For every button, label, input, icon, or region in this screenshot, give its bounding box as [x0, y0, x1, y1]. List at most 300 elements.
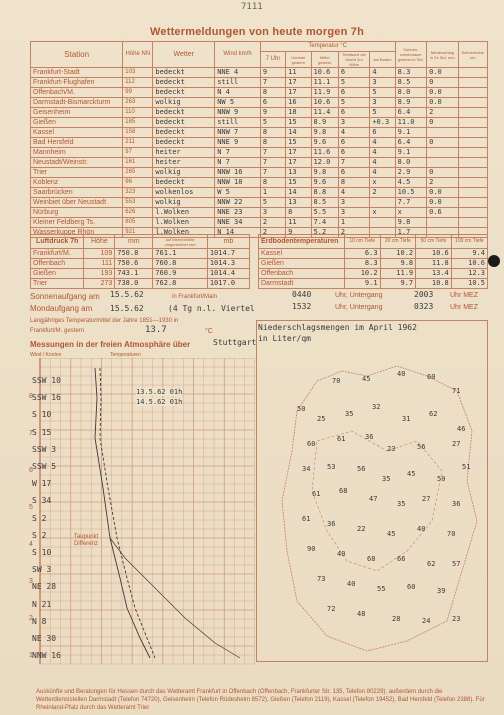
- cell-hoehe: 110: [123, 108, 153, 118]
- cell-t7: 2: [260, 218, 285, 228]
- cell-hoehe: 96: [123, 178, 153, 188]
- cell-t7: 1: [260, 188, 285, 198]
- cell-sonne: 9.8: [395, 218, 426, 228]
- cell-nied: 0.0: [427, 88, 458, 98]
- cell-hoehe: 158: [123, 128, 153, 138]
- cell-t7: 9: [260, 68, 285, 78]
- cell-wind: W 5: [215, 188, 261, 198]
- cell-c20: 11.9: [380, 269, 416, 279]
- cell-mm: 738.0: [115, 279, 153, 289]
- taupunkt-label: Taupunkt Differenz: [73, 534, 99, 547]
- cell-tief: 6: [338, 68, 369, 78]
- wind-reading: NE 30: [32, 634, 57, 643]
- cell-t7: 8: [260, 178, 285, 188]
- cell-hoch: 17: [286, 88, 311, 98]
- precip-value: 56: [417, 443, 426, 451]
- cell-hoch: 9: [286, 228, 311, 238]
- cell-boden: 4: [370, 168, 395, 178]
- col-tiefst: Tiefstwert der Nacht 2m Höhe: [338, 52, 369, 68]
- cell-wind: NNE 23: [215, 208, 261, 218]
- cell-schnee: [458, 98, 488, 108]
- cell-mittel: 9.8: [311, 168, 338, 178]
- cell-hoehe: 185: [123, 118, 153, 128]
- cell-hoehe: 99: [123, 88, 153, 98]
- cell-tief: 6: [338, 88, 369, 98]
- cell-nied: 2: [427, 108, 458, 118]
- cell-boden: x: [370, 178, 395, 188]
- cell-nied: 0.6: [427, 208, 458, 218]
- cell-c100: 12.3: [451, 269, 487, 279]
- cell-t7: 3: [260, 208, 285, 218]
- mez-label-1: Uhr MEZ: [450, 292, 478, 299]
- cell-station: Gießen: [31, 118, 123, 128]
- cell-c50: 13.4: [416, 269, 452, 279]
- cell-wind: NNW 18: [215, 178, 261, 188]
- cell-boden: 3: [370, 78, 395, 88]
- sunrise-label: Sonnenaufgang am: [30, 292, 100, 301]
- wind-reading: NNW 16: [32, 651, 61, 661]
- cell-sonne: 11.0: [395, 118, 426, 128]
- cell-hoehe: 265: [123, 168, 153, 178]
- height-label: 1: [29, 652, 33, 659]
- cell-station: Weinbiet über Neustadt: [31, 198, 123, 208]
- cell-mm: 750.6: [115, 259, 153, 269]
- wind-reading: SW 3: [32, 565, 52, 575]
- cell-tief: 8: [338, 178, 369, 188]
- cell-mb: 1014.4: [207, 269, 249, 279]
- precip-value: 40: [417, 525, 426, 533]
- cell-hoch: 17: [286, 148, 311, 158]
- col-s10: 10 cm Tiefe: [344, 235, 380, 249]
- cell-wetter: bedeckt: [153, 128, 215, 138]
- cell-hoehe: 103: [123, 68, 153, 78]
- cell-mittel: 8.5: [311, 198, 338, 208]
- station-row: [31, 138, 488, 148]
- cell-boden: 6: [370, 128, 395, 138]
- moonrise-date: 15.5.62: [110, 304, 144, 313]
- cell-hoch: 17: [286, 78, 311, 88]
- cell-tief: 6: [338, 168, 369, 178]
- cell-hoehe: 921: [123, 228, 153, 238]
- cell-schnee: [458, 138, 488, 148]
- height-label: 2: [29, 615, 33, 622]
- wind-reading: W 17: [32, 479, 52, 489]
- cell-tief: 3: [338, 118, 369, 128]
- cell-sonne: 10.5: [395, 188, 426, 198]
- height-label: 8: [29, 393, 33, 400]
- precip-value: 22: [357, 525, 366, 533]
- pressure-row: [31, 269, 250, 279]
- longterm-place: Frankfurt/M. gestern: [30, 328, 85, 334]
- cell-hoehe: 323: [123, 188, 153, 198]
- col-p-mm: mm: [115, 235, 153, 249]
- aerology-chart: [15, 358, 255, 670]
- precip-value: 45: [407, 470, 416, 478]
- aerology-wind-label: Wind / Knoten: [30, 352, 62, 358]
- cell-sonne: 6.4: [395, 108, 426, 118]
- cell-tief: 5: [338, 98, 369, 108]
- cell-boden: 4: [370, 68, 395, 78]
- cell-wetter: l.Wolken: [153, 208, 215, 218]
- col-erdboden: Erdbodentemperaturen: [259, 235, 345, 249]
- precip-value: 66: [397, 555, 406, 563]
- aerology-temp-label: Temperaturen: [110, 352, 141, 358]
- cell-sonne: x: [395, 208, 426, 218]
- col-s50: 50 cm Tiefe: [416, 235, 452, 249]
- col-station: Station: [31, 42, 123, 68]
- cell-schnee: [458, 148, 488, 158]
- col-p-nn: auf Meereshöhe umgerechnet mm: [153, 235, 208, 249]
- wind-reading: S 15: [32, 427, 52, 437]
- precip-value: 55: [377, 585, 386, 593]
- cell-station: Saarbrücken: [31, 188, 123, 198]
- cell-station: Geisenheim: [31, 108, 123, 118]
- sunset-time: 2003: [414, 290, 434, 299]
- cell-t7: 8: [260, 88, 285, 98]
- wind-reading: SSW 10: [32, 376, 61, 385]
- cell-mb: 1014.3: [207, 259, 249, 269]
- cell-t7: 8: [260, 138, 285, 148]
- col-hoechste: höchste gestern: [286, 52, 311, 68]
- wind-reading: SSW 16: [32, 393, 61, 403]
- precip-value: 27: [452, 440, 461, 448]
- precip-value: 40: [397, 370, 406, 378]
- cell-wind: N 4: [215, 88, 261, 98]
- cell-station: Bad Hersfeld: [31, 138, 123, 148]
- height-label: 7: [29, 430, 33, 437]
- cell-wetter: wolkig: [153, 98, 215, 108]
- cell-wetter: bedeckt: [153, 108, 215, 118]
- cell-mittel: 12.0: [311, 158, 338, 168]
- col-hoehe: Höhe NN: [123, 42, 153, 68]
- pressure-table: [30, 234, 250, 289]
- soil-temperature-table: [258, 234, 488, 289]
- cell-station: Frankfurt-Flughafen: [31, 78, 123, 88]
- cell-nied: 0.0: [427, 188, 458, 198]
- cell-wetter: heiter: [153, 148, 215, 158]
- station-row: [31, 198, 488, 208]
- cell-hoehe: 805: [123, 218, 153, 228]
- cell-station: Kassel: [31, 128, 123, 138]
- precip-value: 50: [297, 405, 306, 413]
- cell-ort: Gießen: [259, 259, 345, 269]
- cell-wind: still: [215, 78, 261, 88]
- precip-value: 48: [357, 610, 366, 618]
- cell-sonne: 8.9: [395, 98, 426, 108]
- cell-t7: 6: [260, 98, 285, 108]
- cell-schnee: [458, 68, 488, 78]
- cell-c20: 9.7: [380, 279, 416, 289]
- aerology-title: Messungen in der freien Atmosphäre über: [30, 340, 191, 349]
- cell-schnee: [458, 108, 488, 118]
- precip-value: 28: [392, 615, 401, 623]
- cell-boden: 3: [370, 98, 395, 108]
- cell-nn_mm: 761.1: [153, 249, 208, 259]
- cell-hoch: 13: [286, 168, 311, 178]
- cell-wind: still: [215, 118, 261, 128]
- cell-mb: 1014.7: [207, 249, 249, 259]
- cell-nied: 0: [427, 78, 458, 88]
- station-row: [31, 148, 488, 158]
- precip-value: 35: [345, 410, 354, 418]
- cell-station: Frankfurt-Stadt: [31, 68, 123, 78]
- precip-value: 61: [337, 435, 346, 443]
- cell-boden: +0.3: [370, 118, 395, 128]
- cell-schnee: [458, 188, 488, 198]
- moonrise-label: Mondaufgang am: [30, 304, 93, 313]
- longterm-label: Langjähriges Temperaturmittel der Jahre 1851—1930 in: [30, 318, 179, 324]
- cell-schnee: [458, 208, 488, 218]
- precip-value: 45: [387, 530, 396, 538]
- cell-sonne: 9.1: [395, 148, 426, 158]
- wind-reading: SSW 3: [32, 444, 57, 454]
- col-7uhr: 7 Uhr: [260, 52, 285, 68]
- precip-value: 56: [357, 465, 366, 473]
- station-row: [31, 88, 488, 98]
- station-row: [31, 118, 488, 128]
- cell-nied: [427, 158, 458, 168]
- soil-row: [259, 249, 488, 259]
- cell-tief: 4: [338, 128, 369, 138]
- precip-value: 23: [452, 615, 461, 623]
- precip-value: 40: [337, 550, 346, 558]
- precip-value: 46: [457, 425, 466, 433]
- moonrise-note: (4 Tg n.l. Viertel: [168, 304, 255, 313]
- station-row: [31, 128, 488, 138]
- aerology-place: Stuttgart: [213, 338, 257, 347]
- precip-value: 24: [422, 617, 431, 625]
- cell-ort: Darmstadt: [259, 279, 345, 289]
- cell-hoehe: 263: [123, 98, 153, 108]
- pressure-row: [31, 259, 250, 269]
- cell-nied: [427, 148, 458, 158]
- col-p-mb: mb: [207, 235, 249, 249]
- cell-c10: 6.3: [344, 249, 380, 259]
- cell-t7: 7: [260, 148, 285, 158]
- cell-mittel: 11.9: [311, 88, 338, 98]
- precip-value: 60: [407, 583, 416, 591]
- cell-hoehe: 273: [84, 279, 115, 289]
- precip-value: 71: [452, 387, 461, 395]
- cell-hoehe: 112: [123, 78, 153, 88]
- cell-station: Offenbach/M.: [31, 88, 123, 98]
- precip-value: 40: [347, 580, 356, 588]
- precip-value: 39: [437, 587, 446, 595]
- station-row: [31, 218, 488, 228]
- stamp-number: 7111: [241, 2, 263, 12]
- cell-schnee: [458, 118, 488, 128]
- cell-nied: 0: [427, 138, 458, 148]
- cell-wind: NNE 9: [215, 138, 261, 148]
- cell-t7: 5: [260, 198, 285, 208]
- cell-tief: 5: [338, 78, 369, 88]
- cell-hoehe: 111: [84, 259, 115, 269]
- cell-wetter: wolkig: [153, 168, 215, 178]
- cell-nied: 0.0: [427, 68, 458, 78]
- precip-title-line2: in Liter/qm: [258, 334, 311, 343]
- cell-wetter: bedeckt: [153, 178, 215, 188]
- cell-hoehe: 109: [84, 249, 115, 259]
- station-row: [31, 158, 488, 168]
- temperature-curve-2: [100, 368, 155, 658]
- moonrise-time: 1532: [292, 302, 312, 311]
- precip-value: 45: [362, 375, 371, 383]
- precip-value: 60: [307, 440, 316, 448]
- moonset-label: Uhr, Untergang: [335, 304, 383, 311]
- cell-mittel: 11.1: [311, 78, 338, 88]
- pressure-row: [31, 249, 250, 259]
- wind-reading: N 21: [32, 599, 52, 609]
- col-s100: 100 cm Tiefe: [451, 235, 487, 249]
- cell-ort: Offenbach: [31, 259, 84, 269]
- cell-station: Mannheim: [31, 148, 123, 158]
- soil-row: [259, 259, 488, 269]
- precip-value: 60: [427, 373, 436, 381]
- cell-hoehe: 97: [123, 148, 153, 158]
- cell-sonne: 9.1: [395, 128, 426, 138]
- cell-sonne: 2.9: [395, 168, 426, 178]
- wind-reading: N 8: [32, 616, 47, 626]
- sunset-label: Uhr, Untergang: [335, 292, 383, 299]
- precip-value: 62: [429, 410, 438, 418]
- cell-station: Darmstadt-Bismarckturm: [31, 98, 123, 108]
- cell-nied: [427, 218, 458, 228]
- precip-value: 23: [387, 445, 396, 453]
- cell-mb: 1017.0: [207, 279, 249, 289]
- cell-hoch: 15: [286, 138, 311, 148]
- height-label: 4: [29, 541, 33, 548]
- cell-schnee: [458, 168, 488, 178]
- cell-nied: 0: [427, 168, 458, 178]
- cell-ort: Frankfurt/M.: [31, 249, 84, 259]
- precip-value: 27: [422, 495, 431, 503]
- cell-boden: [370, 218, 395, 228]
- precip-value: 61: [312, 490, 321, 498]
- col-schnee: Schneehöhe cm: [458, 42, 488, 68]
- precip-title-line1: Niederschlagsmengen im April 1962: [258, 323, 417, 332]
- wind-reading: S 2: [32, 513, 47, 523]
- sunrise-date: 15.5.62: [110, 290, 144, 299]
- cell-hoehe: 161: [123, 158, 153, 168]
- cell-nn_mm: 762.8: [153, 279, 208, 289]
- wind-reading: S 10: [32, 410, 52, 420]
- precip-value: 47: [369, 495, 378, 503]
- precip-value: 73: [317, 575, 326, 583]
- station-row: [31, 168, 488, 178]
- cell-mittel: 10.6: [311, 98, 338, 108]
- wind-reading: S 34: [32, 496, 52, 506]
- pressure-row: [31, 279, 250, 289]
- cell-nied: 0.0: [427, 98, 458, 108]
- precip-value: 36: [365, 433, 374, 441]
- cell-wind: NNW 16: [215, 168, 261, 178]
- cell-hoch: 17: [286, 158, 311, 168]
- cell-tief: 7: [338, 158, 369, 168]
- mez-label-2: Uhr MEZ: [450, 304, 478, 311]
- cell-wind: N 14: [215, 228, 261, 238]
- cell-sonne: 6.4: [395, 138, 426, 148]
- wind-reading: S 2: [32, 530, 47, 540]
- precip-value: 51: [462, 463, 471, 471]
- height-label: 5: [29, 504, 33, 511]
- cell-nied: 0.0: [427, 198, 458, 208]
- cell-sonne: 8.3: [395, 68, 426, 78]
- wind-reading: NE 28: [32, 582, 57, 592]
- precip-title: [258, 322, 417, 344]
- cell-hoch: 18: [286, 108, 311, 118]
- cell-mittel: 9.6: [311, 138, 338, 148]
- station-row: [31, 208, 488, 218]
- cell-ort: Trier: [31, 279, 84, 289]
- cell-ort: Kassel: [259, 249, 345, 259]
- precipitation-map: [256, 320, 488, 662]
- cell-wind: NNW 22: [215, 198, 261, 208]
- cell-hoch: 13: [286, 198, 311, 208]
- soil-row: [259, 269, 488, 279]
- precip-value: 61: [302, 515, 311, 523]
- cell-sonne: 1.7: [395, 228, 426, 238]
- precip-value: 53: [327, 463, 336, 471]
- cell-t7: 7: [260, 168, 285, 178]
- cell-mittel: 8.9: [311, 118, 338, 128]
- cell-mittel: 10.6: [311, 68, 338, 78]
- aerology-time-1: 13.5.62 01h: [136, 388, 183, 396]
- cell-sonne: 8.0: [395, 158, 426, 168]
- cell-hoch: 11: [286, 218, 311, 228]
- precip-value: 34: [302, 465, 311, 473]
- station-row: [31, 178, 488, 188]
- cell-c50: 11.8: [416, 259, 452, 269]
- cell-t7: 8: [260, 128, 285, 138]
- cell-mittel: 9.8: [311, 128, 338, 138]
- cell-tief: 6: [338, 138, 369, 148]
- cell-wetter: l.Wolken: [153, 218, 215, 228]
- cell-c50: 10.8: [416, 279, 452, 289]
- cell-hoch: 15: [286, 178, 311, 188]
- col-wetter: Wetter: [153, 42, 215, 68]
- cell-sonne: 8.5: [395, 78, 426, 88]
- cell-nied: 2: [427, 178, 458, 188]
- cell-c100: 9.4: [451, 249, 487, 259]
- temperature-group-header: Temperatur °C: [260, 42, 395, 52]
- cell-wind: NW 5: [215, 98, 261, 108]
- cell-t7: 5: [260, 118, 285, 128]
- precip-value: 31: [402, 415, 411, 423]
- precip-value: 70: [447, 530, 456, 538]
- cell-wetter: bedeckt: [153, 138, 215, 148]
- cell-schnee: [458, 178, 488, 188]
- cell-boden: [370, 198, 395, 208]
- cell-boden: 4: [370, 148, 395, 158]
- cell-hoch: 15: [286, 118, 311, 128]
- aerology-time-2: 14.5.62 01h: [136, 398, 183, 406]
- precip-value: 90: [307, 545, 316, 553]
- cell-station: Kleiner Feldberg Ts.: [31, 218, 123, 228]
- cell-wetter: bedeckt: [153, 78, 215, 88]
- cell-sonne: 8.0: [395, 88, 426, 98]
- punch-hole-1: [488, 255, 500, 267]
- cell-boden: 4: [370, 158, 395, 168]
- precip-value: 68: [367, 555, 376, 563]
- col-s20: 20 cm Tiefe: [380, 235, 416, 249]
- cell-station: Neustadt/Weinstr.: [31, 158, 123, 168]
- cell-hoch: 11: [286, 68, 311, 78]
- cell-wetter: l.Wolken: [153, 228, 215, 238]
- cell-mittel: 7.4: [311, 218, 338, 228]
- col-wind: Wind km/h: [215, 42, 261, 68]
- cell-hoch: 8: [286, 208, 311, 218]
- cell-station: Trier: [31, 168, 123, 178]
